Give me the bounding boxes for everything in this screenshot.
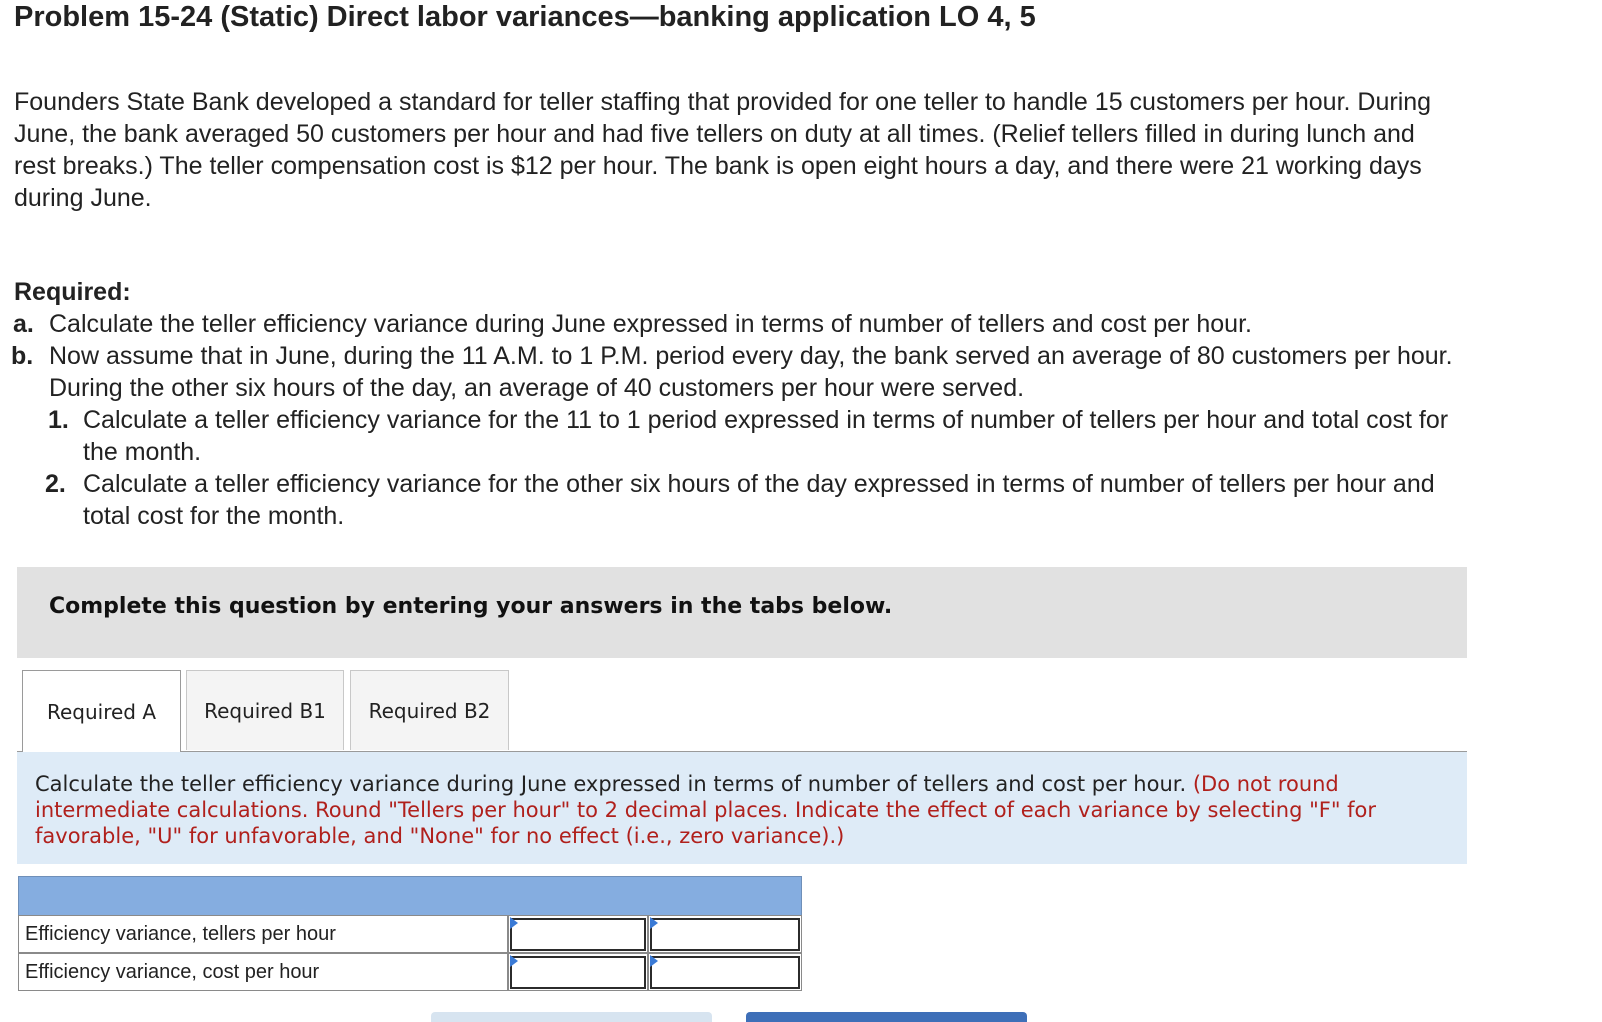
requirement-marker: b.	[11, 342, 34, 370]
requirement-text: Calculate the teller efficiency variance during June expressed in terms of number of tellers and cost per hour.	[49, 310, 1252, 338]
instructions-banner	[17, 567, 1467, 658]
requirement-text: Now assume that in June, during the 11 A.M. to 1 P.M. period every day, the bank served an average of 80 customers per hour.	[49, 342, 1453, 370]
requirement-marker: 1.	[48, 406, 69, 434]
requirement-text: Calculate a teller efficiency variance for the other six hours of the day expressed in terms of number of tellers per hour and	[83, 470, 1435, 498]
tab-bar	[22, 670, 1467, 752]
requirement-b1	[0, 404, 1602, 468]
select-box[interactable]	[650, 918, 800, 951]
problem-intro	[14, 86, 1599, 214]
requirement-text: During the other six hours of the day, an average of 40 customers per hour were served.	[49, 374, 1025, 402]
intro-line: June, the bank averaged 50 customers per hour and had five tellers on duty at all times. (Relief tellers filled in during lunch and	[14, 120, 1415, 148]
instruction-note: (Do not round intermediate calculations. Round "Tellers per hour" to 2 decimal places. Indicate the effect of each variance by selecting "F" for favorable, "U" for unfavorable, and "None" for no effect (i.e., zero variance).)	[35, 772, 1377, 848]
requirement-text: total cost for the month.	[83, 502, 345, 530]
requirement-b2	[0, 468, 1602, 532]
requirement-b	[0, 340, 1602, 404]
intro-line: Founders State Bank developed a standard for teller staffing that provided for one teller to handle 15 customers per hour. During	[14, 88, 1432, 116]
tellers-per-hour-input[interactable]	[508, 915, 648, 953]
tab-required-b1[interactable]: Required B1	[186, 670, 344, 750]
input-box[interactable]	[510, 956, 646, 989]
requirement-marker: a.	[13, 310, 34, 338]
select-box[interactable]	[650, 956, 800, 989]
table-header	[18, 876, 802, 916]
row-label: Efficiency variance, cost per hour	[18, 953, 508, 991]
instruction-text: Calculate the teller efficiency variance during June expressed in terms of number of tellers and cost per hour.	[35, 772, 1187, 796]
problem-title: Problem 15-24 (Static) Direct labor variances—banking application LO 4, 5	[14, 1, 1036, 33]
tab-required-b2[interactable]: Required B2	[350, 670, 509, 750]
input-box[interactable]	[510, 918, 646, 951]
banner-text: Complete this question by entering your answers in the tabs below.	[49, 594, 893, 619]
table-row	[18, 915, 802, 953]
tab-required-a[interactable]: Required A	[22, 670, 181, 752]
requirement-text: Calculate a teller efficiency variance for the 11 to 1 period expressed in terms of number of tellers per hour and total cost for	[83, 406, 1449, 434]
table-row	[18, 953, 802, 991]
cell-marker-icon	[510, 955, 518, 967]
cell-marker-icon	[510, 917, 518, 929]
required-heading: Required:	[14, 278, 131, 306]
requirement-a	[0, 308, 1602, 340]
intro-line: during June.	[14, 184, 152, 212]
tellers-effect-select[interactable]	[648, 915, 802, 953]
prev-tab-button[interactable]	[431, 1012, 712, 1022]
cell-marker-icon	[650, 955, 658, 967]
intro-line: rest breaks.) The teller compensation cost is $12 per hour. The bank is open eight hours a day, and there were 21 working days	[14, 152, 1422, 180]
requirement-text: the month.	[83, 438, 202, 466]
row-label: Efficiency variance, tellers per hour	[18, 915, 508, 953]
next-tab-button[interactable]	[746, 1012, 1027, 1022]
tab-instruction	[17, 752, 1467, 864]
requirement-marker: 2.	[45, 470, 66, 498]
cost-per-hour-input[interactable]	[508, 953, 648, 991]
cell-marker-icon	[650, 917, 658, 929]
cost-effect-select[interactable]	[648, 953, 802, 991]
